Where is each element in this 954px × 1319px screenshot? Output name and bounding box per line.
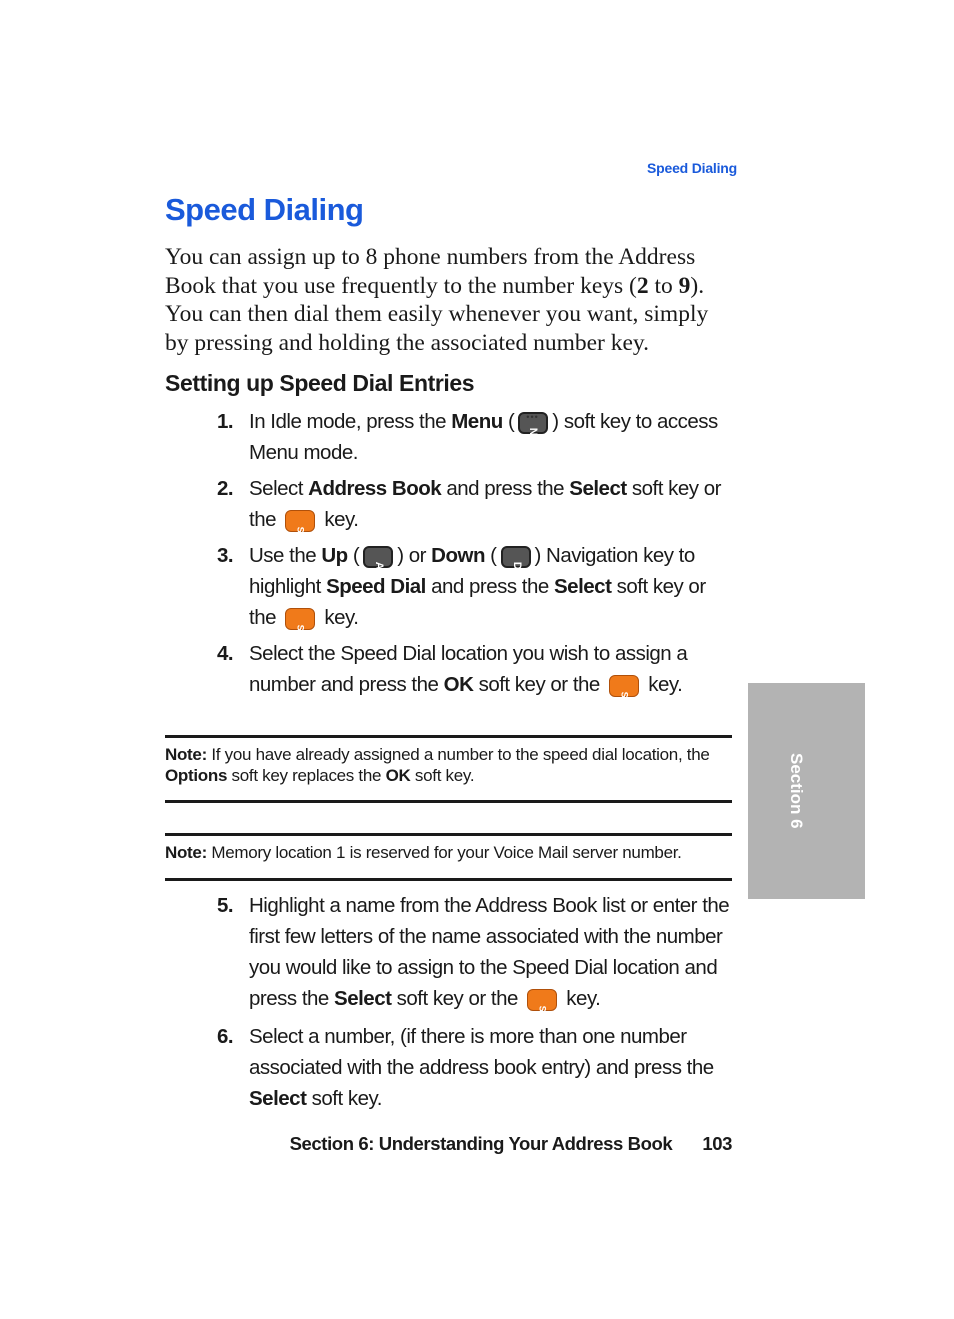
section-side-tab [748, 683, 865, 899]
footer-section-title: Section 6: Understanding Your Address Book [289, 1133, 673, 1154]
section-heading: Setting up Speed Dial Entries [165, 370, 475, 396]
step-3: 3. Use the Up (A ) or Down (D ) Navigation key to highlight Speed Dial and press the Select soft key or the S key. [165, 540, 735, 633]
step-2: 2. Select Address Book and press the Select soft key or the S key. [165, 473, 735, 535]
nav-up-key-icon [363, 546, 393, 568]
step-1: 1. In Idle mode, press the Menu (••• N ) soft key to access Menu mode. [165, 406, 735, 468]
select-key-icon [285, 608, 315, 630]
section-side-tab-label: Section 6 [787, 753, 806, 829]
select-key-icon [609, 675, 639, 697]
steps-list-a [165, 406, 735, 700]
note-options: Note: If you have already assigned a number to the speed dial location, the Options soft key replaces the OK soft key. [165, 735, 732, 803]
page-number: 103 [702, 1133, 732, 1154]
nav-down-key-icon [501, 546, 531, 568]
select-key-icon [527, 989, 557, 1011]
menu-key-icon [518, 412, 548, 434]
page-footer [290, 1133, 732, 1155]
note-voicemail: Note: Memory location 1 is reserved for your Voice Mail server number. [165, 833, 732, 881]
step-6: 6. Select a number, (if there is more than one number associated with the address book entry) and press the Select soft key. [217, 1025, 714, 1110]
steps-list-b [165, 890, 735, 1114]
step-4: 4. Select the Speed Dial location you wish to assign a number and press the OK soft key or the S key. [165, 638, 735, 700]
step-5: 5. Highlight a name from the Address Book list or enter the first few letters of the name associated with the number you would like to assign to the Speed Dial location and press the Select soft key or the S key. [165, 890, 735, 1014]
intro-paragraph: You can assign up to 8 phone numbers from the Address Book that you use frequently to the number keys (2 to 9). You can then dial them easily whenever you want, simply by pressing and holding the associated number key. [165, 244, 709, 356]
running-head: Speed Dialing [647, 160, 737, 176]
page-title: Speed Dialing [165, 192, 364, 227]
select-key-icon [285, 510, 315, 532]
